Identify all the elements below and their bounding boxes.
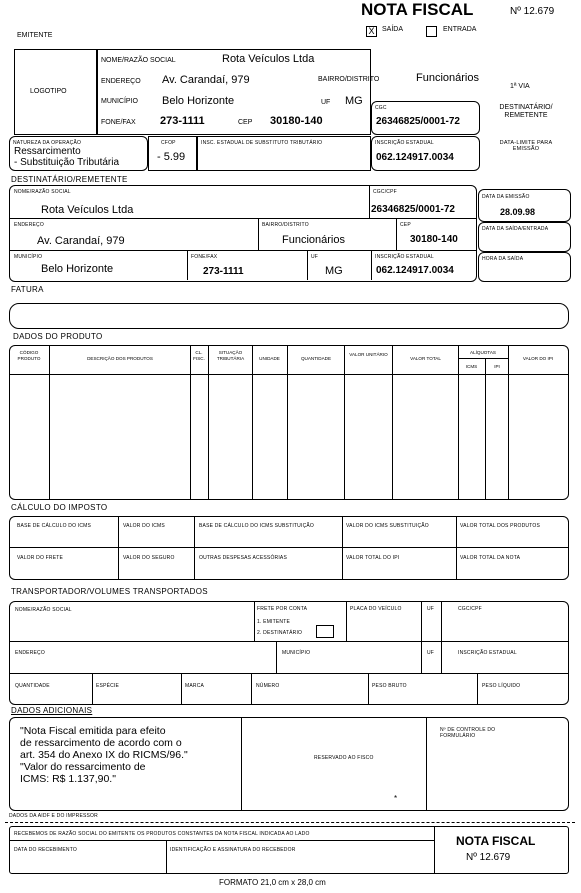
dest-municipio: Belo Horizonte bbox=[41, 263, 114, 275]
dest-cep-label: CEP bbox=[400, 222, 411, 228]
emitente-endereco-label: ENDEREÇO bbox=[101, 78, 141, 85]
emitente-uf-label: UF bbox=[321, 99, 331, 106]
valor-subst-label: VALOR DO ICMS SUBSTITUIÇÃO bbox=[346, 523, 429, 529]
emitente-fone-label: FONE/FAX bbox=[101, 119, 136, 126]
natureza-line-2: - Substituição Tributária bbox=[14, 157, 120, 168]
emitente-bairro: Funcionários bbox=[416, 72, 479, 84]
nota-fiscal-title: NOTA FISCAL bbox=[361, 0, 474, 19]
total-ipi-label: VALOR TOTAL DO IPI bbox=[346, 555, 400, 561]
entrada-label: ENTRADA bbox=[443, 26, 477, 33]
col-valor-unitario: VALOR UNITÁRIO bbox=[349, 352, 388, 357]
dest-municipio-label: MUNICÍPIO bbox=[14, 254, 43, 260]
transp-frete-destinatario: 2. DESTINATÁRIO bbox=[257, 630, 303, 636]
dest-fone-label: FONE/FAX bbox=[191, 254, 218, 260]
emitente-uf: MG bbox=[345, 95, 363, 107]
canhoto-data-label: DATA DO RECEBIMENTO bbox=[14, 847, 77, 853]
reservado-fisco-label: RESERVADO AO FISCO bbox=[314, 755, 374, 761]
emitente-municipio-label: MUNICÍPIO bbox=[101, 98, 138, 105]
adicionais-line-5: ICMS: R$ 1.137,90." bbox=[20, 773, 116, 785]
col-valor-ipi: VALOR DO IPI bbox=[522, 356, 554, 361]
dest-cgc-label: CGC/CPF bbox=[373, 189, 397, 195]
saida-label: SAÍDA bbox=[382, 26, 404, 33]
dest-ie: 062.124917.0034 bbox=[376, 265, 454, 276]
col-ipi: IPI bbox=[494, 364, 500, 369]
canhoto-recebemos-label: RECEBEMOS DE RAZÃO SOCIAL DO EMITENTE OS PRODUTOS CONSTANTES DA NOTA FISCAL INDICADA AO LADO bbox=[14, 831, 310, 837]
cfop-label: CFOP bbox=[161, 140, 176, 146]
col-aliquotas: ALÍQUOTAS bbox=[470, 350, 496, 355]
col-valor-total: VALOR TOTAL bbox=[410, 356, 441, 361]
dest-endereco-label: ENDEREÇO bbox=[14, 222, 44, 228]
col-codigo: CÓDIGO PRODUTO bbox=[17, 350, 41, 361]
transportador-section-title: TRANSPORTADOR/VOLUMES TRANSPORTADOS bbox=[11, 587, 208, 596]
fatura-box bbox=[9, 303, 569, 329]
adicionais-line-2: de ressarcimento de acordo com o bbox=[20, 737, 182, 749]
total-produtos-label: VALOR TOTAL DOS PRODUTOS bbox=[460, 523, 541, 529]
total-nota-label: VALOR TOTAL DA NOTA bbox=[460, 555, 521, 561]
emitente-cep: 30180-140 bbox=[270, 115, 323, 127]
emitente-ie-label: INSCRIÇÃO ESTADUAL bbox=[375, 140, 434, 146]
formato-footer: FORMATO 21,0 cm x 28,0 cm bbox=[219, 878, 326, 887]
emitente-label: EMITENTE bbox=[17, 32, 53, 39]
transp-peso-bruto-label: PESO BRUTO bbox=[372, 683, 407, 689]
emitente-ie: 062.124917.0034 bbox=[376, 152, 454, 163]
calculo-section-title: CÁLCULO DO IMPOSTO bbox=[11, 503, 108, 512]
canhoto-title: NOTA FISCAL bbox=[456, 834, 536, 848]
fatura-section-title: FATURA bbox=[11, 285, 44, 294]
via-destinatario: DESTINATÁRIO/ REMETENTE bbox=[499, 104, 553, 119]
hora-saida-label: HORA DA SAÍDA bbox=[482, 256, 524, 262]
transp-numero-label: NÚMERO bbox=[256, 683, 280, 689]
transp-cgc-label: CGC/CPF bbox=[458, 606, 482, 612]
transp-marca-label: MARCA bbox=[185, 683, 205, 689]
frete-label: VALOR DO FRETE bbox=[17, 555, 64, 561]
produtos-section-title: DADOS DO PRODUTO bbox=[13, 332, 103, 341]
emitente-fone: 273-1111 bbox=[160, 115, 205, 127]
dest-cgc: 26346825/0001-72 bbox=[371, 204, 455, 215]
dest-nome-label: NOME/RAZÃO SOCIAL bbox=[14, 189, 71, 195]
emitente-cep-label: CEP bbox=[238, 119, 253, 126]
outras-despesas-label: OUTRAS DESPESAS ACESSÓRIAS bbox=[199, 555, 288, 561]
natureza-line-1: Ressarcimento bbox=[14, 146, 81, 157]
dest-uf: MG bbox=[325, 265, 343, 277]
adicionais-line-3: art. 354 do Anexo IX do RICMS/96." bbox=[20, 749, 188, 761]
destinatario-section-title: DESTINATÁRIO/REMETENTE bbox=[11, 175, 128, 184]
emitente-endereco: Av. Carandaí, 979 bbox=[162, 74, 250, 86]
transp-endereco-label: ENDEREÇO bbox=[15, 650, 45, 656]
adicionais-line-1: "Nota Fiscal emitida para efeito bbox=[20, 725, 166, 737]
aidf-label: DADOS DA AIDF E DO IMPRESSOR bbox=[9, 813, 98, 819]
dest-cep: 30180-140 bbox=[410, 234, 458, 245]
cfop-value: - 5.99 bbox=[157, 151, 186, 163]
canhoto-identificacao-label: IDENTIFICAÇÃO E ASSINATURA DO RECEBEDOR bbox=[170, 847, 296, 853]
transp-quantidade-label: QUANTIDADE bbox=[15, 683, 50, 689]
emitente-nome: Rota Veículos Ltda bbox=[222, 53, 315, 65]
emitente-bairro-label: BAIRRO/DISTRITO bbox=[318, 76, 380, 83]
dest-nome: Rota Veículos Ltda bbox=[41, 204, 134, 216]
dest-fone: 273-1111 bbox=[203, 266, 244, 277]
col-situacao: SITUAÇÃO TRIBUTÁRIA bbox=[216, 350, 245, 361]
adicionais-section-title: DADOS ADICIONAIS bbox=[11, 706, 93, 715]
emitente-cgc: 26346825/0001-72 bbox=[376, 116, 460, 127]
saida-checkbox[interactable]: X bbox=[366, 26, 377, 37]
data-saida-label: DATA DA SAÍDA/ENTRADA bbox=[482, 226, 549, 232]
transp-municipio-label: MUNICÍPIO bbox=[282, 650, 311, 656]
col-descricao: DESCRIÇÃO DOS PRODUTOS bbox=[87, 356, 153, 361]
col-unidade: UNIDADE bbox=[259, 356, 280, 361]
col-quantidade: QUANTIDADE bbox=[300, 356, 332, 361]
transp-ie-label: INSCRIÇÃO ESTADUAL bbox=[458, 650, 517, 656]
base-icms-label: BASE DE CÁLCULO DO ICMS bbox=[17, 523, 92, 529]
emitente-nome-label: NOME/RAZÃO SOCIAL bbox=[101, 57, 176, 64]
col-cl-fisc: CL. FISC. bbox=[193, 350, 205, 361]
controle-formulario-label: Nº DE CONTROLE DO FORMULÁRIO bbox=[440, 727, 496, 739]
dest-ie-label: INSCRIÇÃO ESTADUAL bbox=[375, 254, 434, 260]
ie-subst-label: INSC. ESTADUAL DE SUBSTITUTO TRIBUTÁRIO bbox=[201, 140, 323, 146]
emitente-cgc-label: CGC bbox=[375, 105, 387, 111]
transp-frete-conta-label: FRETE POR CONTA bbox=[257, 606, 308, 612]
seguro-label: VALOR DO SEGURO bbox=[123, 555, 175, 561]
adicionais-line-4: "Valor do ressarcimento de bbox=[20, 761, 146, 773]
fisco-mark: * bbox=[394, 794, 398, 803]
data-emissao: 28.09.98 bbox=[500, 207, 536, 217]
transp-frete-checkbox[interactable] bbox=[316, 625, 334, 638]
natureza-label: NATUREZA DA OPERAÇÃO bbox=[13, 140, 82, 146]
transp-uf-label: UF bbox=[427, 606, 435, 612]
dest-endereco: Av. Carandaí, 979 bbox=[37, 235, 125, 247]
data-limite-label: DATA-LIMITE PARA EMISSÃO bbox=[499, 140, 553, 152]
transp-frete-emitente: 1. EMITENTE bbox=[257, 619, 291, 625]
entrada-checkbox[interactable] bbox=[426, 26, 437, 37]
via-label: 1ª VIA bbox=[510, 83, 530, 90]
dest-bairro: Funcionários bbox=[282, 234, 345, 246]
transp-peso-liquido-label: PESO LÍQUIDO bbox=[482, 683, 521, 689]
emitente-municipio: Belo Horizonte bbox=[162, 95, 235, 107]
nota-number: Nº 12.679 bbox=[510, 6, 555, 17]
perforation-line bbox=[5, 822, 575, 823]
valor-icms-label: VALOR DO ICMS bbox=[123, 523, 165, 529]
transp-especie-label: ESPÉCIE bbox=[96, 683, 120, 689]
transp-nome-label: NOME/RAZÃO SOCIAL bbox=[15, 607, 72, 613]
transp-uf2-label: UF bbox=[427, 650, 435, 656]
transp-placa-label: PLACA DO VEÍCULO bbox=[350, 606, 402, 612]
data-emissao-label: DATA DA EMISSÃO bbox=[482, 194, 530, 200]
dest-bairro-label: BAIRRO/DISTRITO bbox=[262, 222, 309, 228]
dest-uf-label: UF bbox=[311, 254, 319, 260]
col-icms: ICMS bbox=[465, 364, 478, 369]
base-subst-label: BASE DE CÁLCULO DO ICMS SUBSTITUIÇÃO bbox=[199, 523, 314, 529]
canhoto-number: Nº 12.679 bbox=[466, 852, 511, 863]
logo-placeholder: LOGOTIPO bbox=[30, 88, 67, 95]
